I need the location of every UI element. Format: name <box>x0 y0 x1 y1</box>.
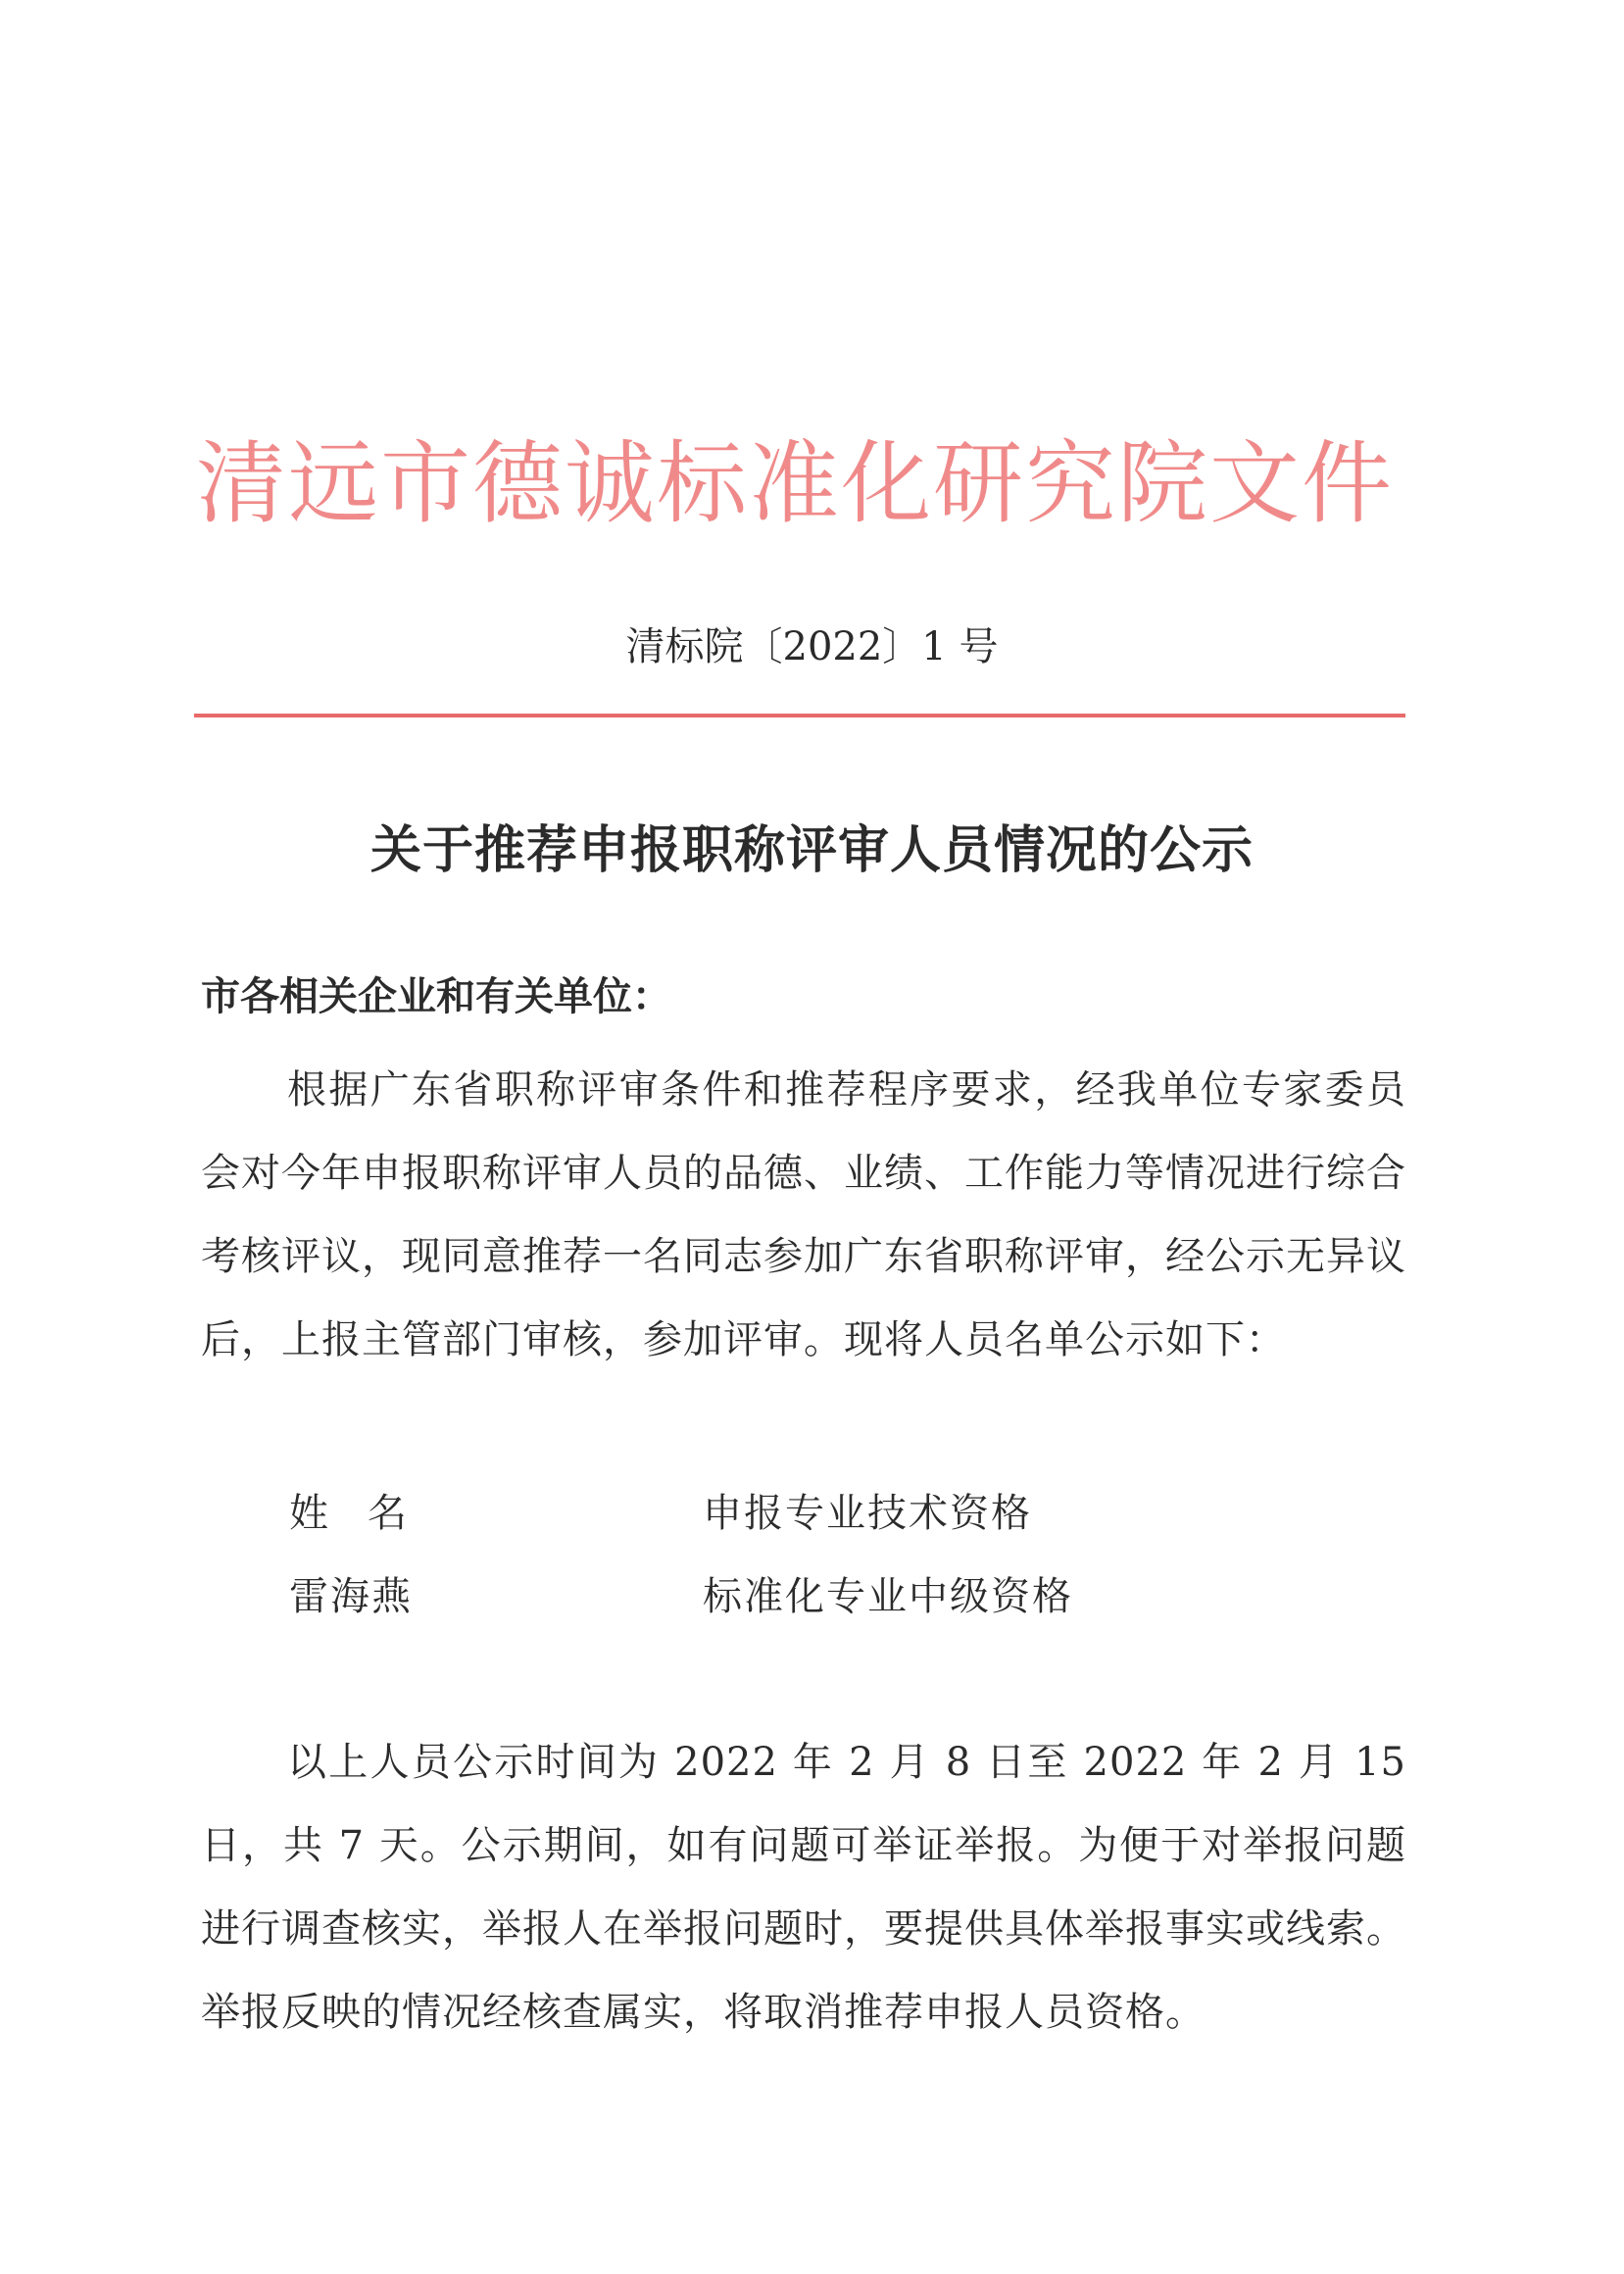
notice-title: 关于推荐申报职称评审人员情况的公示 <box>369 821 1254 880</box>
salutation: 市各相关企业和有关单位： <box>201 974 671 1019</box>
red-divider-line <box>194 714 1405 717</box>
institution-header-title: 清远市德诚标准化研究院文件 <box>196 431 1395 536</box>
body-paragraph-1: 根据广东省职称评审条件和推荐程序要求，经我单位专家委员会对今年申报职称评审人员的品德、业绩、工作能力等情况进行综合考核评议，现同意推荐一名同志参加广东省职称评审，经公示无异议后，上报主管部门审核，参加评审。现将人员名单公示如下： <box>201 1067 1406 1362</box>
list-row-name: 雷海燕 <box>289 1574 413 1619</box>
body-paragraph-2: 以上人员公示时间为 2022 年 2 月 8 日至 2022 年 2 月 15 日，共 7 天。公示期间，如有问题可举证举报。为便于对举报问题进行调查核实，举报人在举报问题时，要提供具体举报事实或线索。举报反映的情况经核查属实，将取消推荐申报人员资格。 <box>201 1740 1406 2035</box>
list-header-qualification: 申报专业技术资格 <box>703 1491 1032 1536</box>
list-header-name: 姓名 <box>289 1491 446 1536</box>
list-row-qualification: 标准化专业中级资格 <box>703 1574 1073 1619</box>
document-number: 清标院〔2022〕1 号 <box>625 624 999 669</box>
